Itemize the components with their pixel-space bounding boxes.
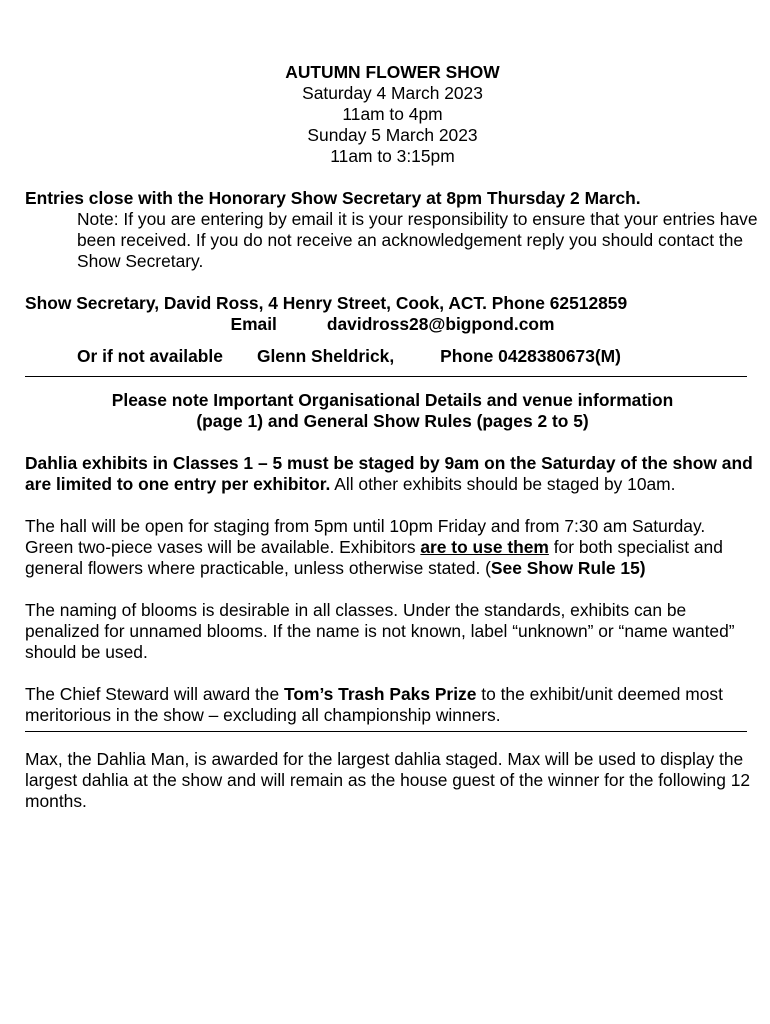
email-line (25, 314, 760, 335)
steward-prize-name: Tom’s Trash Paks Prize (284, 684, 477, 704)
document-page (25, 62, 760, 812)
vases-show-rule: See Show Rule 15) (490, 558, 646, 578)
important-notice (25, 390, 760, 432)
alt-contact-label: Or if not available (77, 346, 223, 366)
entries-close-text: Entries close with the Honorary Show Secretary at 8pm Thursday 2 March. (25, 188, 641, 208)
vases-text-a: Green two-piece vases will be available. Exhibitors (25, 537, 421, 557)
steward-paragraph (25, 684, 760, 726)
vases-text-b: for both specialist and general flowers where practicable, unless otherwise stated. ( (25, 537, 723, 578)
saturday-date: Saturday 4 March 2023 (302, 83, 483, 103)
dahlia-staging-rest: All other exhibits should be staged by 10am. (330, 474, 676, 494)
entries-note: Note: If you are entering by email it is your responsibility to ensure that your entries have been received. If you do not receive an acknowledgement reply you should contact the Show Secretary. (77, 209, 758, 271)
dahlia-staging-paragraph (25, 453, 760, 495)
email-address: davidross28@bigpond.com (326, 314, 555, 334)
sunday-date: Sunday 5 March 2023 (307, 125, 478, 145)
important-line-1: Please note Important Organisational Details and venue information (111, 390, 674, 410)
saturday-hours: 11am to 4pm (342, 104, 443, 124)
steward-text-b: to the exhibit/unit deemed most meritorious in the show – excluding all championship winners. (25, 684, 723, 725)
show-title: AUTUMN FLOWER SHOW (285, 62, 500, 82)
email-label: Email (230, 314, 277, 334)
dahlia-staging-bold: Dahlia exhibits in Classes 1 – 5 must be staged by 9am on the Saturday of the show and are limited to one entry per exhibitor. (25, 453, 753, 494)
naming-paragraph: The naming of blooms is desirable in all classes. Under the standards, exhibits can be penalized for unnamed blooms. If the name is not known, label “unknown” or “name wanted” should be used. (25, 600, 735, 662)
alt-contact-line (25, 346, 760, 367)
sunday-hours: 11am to 3:15pm (330, 146, 455, 166)
steward-text-a: The Chief Steward will award the (25, 684, 285, 704)
alt-contact-phone: Phone 0428380673(M) (440, 346, 621, 366)
important-line-2: (page 1) and General Show Rules (pages 2 to 5) (196, 411, 589, 431)
max-paragraph: Max, the Dahlia Man, is awarded for the largest dahlia staged. Max will be used to display the largest dahlia at the show and will remain as the house guest of the winner for the following 12 months. (25, 749, 751, 811)
show-header (25, 62, 760, 167)
secretary-line: Show Secretary, David Ross, 4 Henry Street, Cook, ACT. Phone 62512859 (25, 293, 628, 313)
hall-staging-text: The hall will be open for staging from 5pm until 10pm Friday and from 7:30 am Saturday. (25, 516, 706, 536)
alt-contact-name: Glenn Sheldrick, (256, 346, 395, 366)
vases-paragraph (25, 537, 760, 579)
vases-emphasis: are to use them (420, 537, 549, 557)
